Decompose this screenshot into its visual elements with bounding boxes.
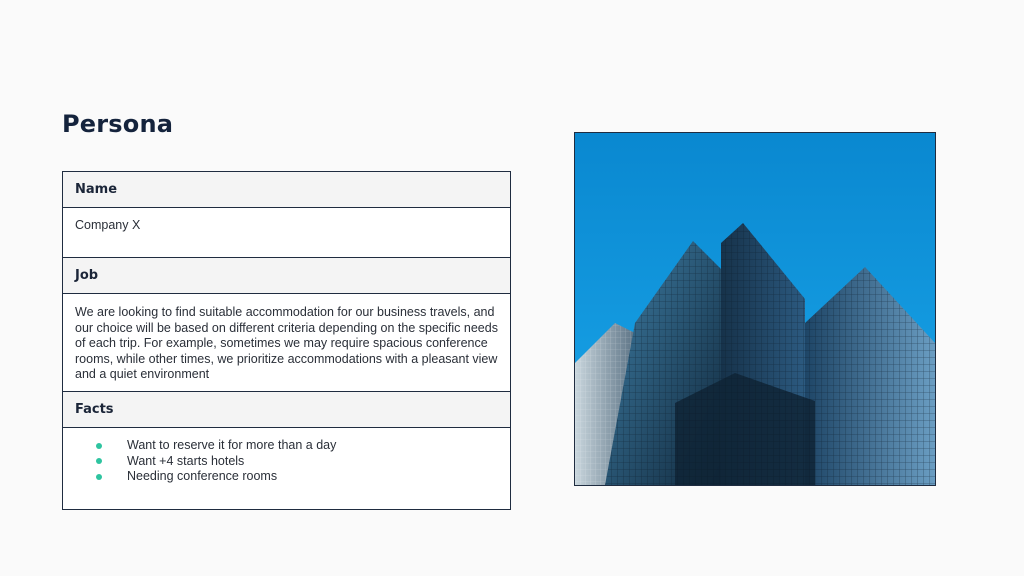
facts-header: Facts bbox=[63, 392, 510, 428]
facts-cell bbox=[63, 428, 510, 509]
skyscrapers-photo bbox=[574, 132, 936, 486]
list-item bbox=[75, 469, 498, 485]
skyscrapers-illustration bbox=[575, 133, 935, 485]
job-header: Job bbox=[63, 258, 510, 294]
fact-text: Needing conference rooms bbox=[127, 469, 278, 484]
fact-text: Want to reserve it for more than a day bbox=[127, 438, 337, 452]
bullet-icon bbox=[96, 458, 102, 464]
job-description: We are looking to find suitable accommodation for our business travels, and our choice will be based on different criteria depending on the specific needs of each trip. For example, sometimes we may require spacious conference rooms, while other times, we prioritize accommodations with a pleasant view and a quiet environment bbox=[63, 294, 510, 392]
persona-table bbox=[62, 171, 511, 510]
page-title: Persona bbox=[62, 110, 174, 138]
fact-text: Want +4 starts hotels bbox=[127, 453, 245, 468]
list-item bbox=[75, 454, 498, 470]
facts-list bbox=[75, 438, 498, 485]
name-value: Company X bbox=[63, 208, 510, 258]
list-item bbox=[75, 438, 498, 454]
bullet-icon bbox=[96, 474, 102, 480]
name-header: Name bbox=[63, 172, 510, 208]
bullet-icon bbox=[96, 443, 102, 449]
